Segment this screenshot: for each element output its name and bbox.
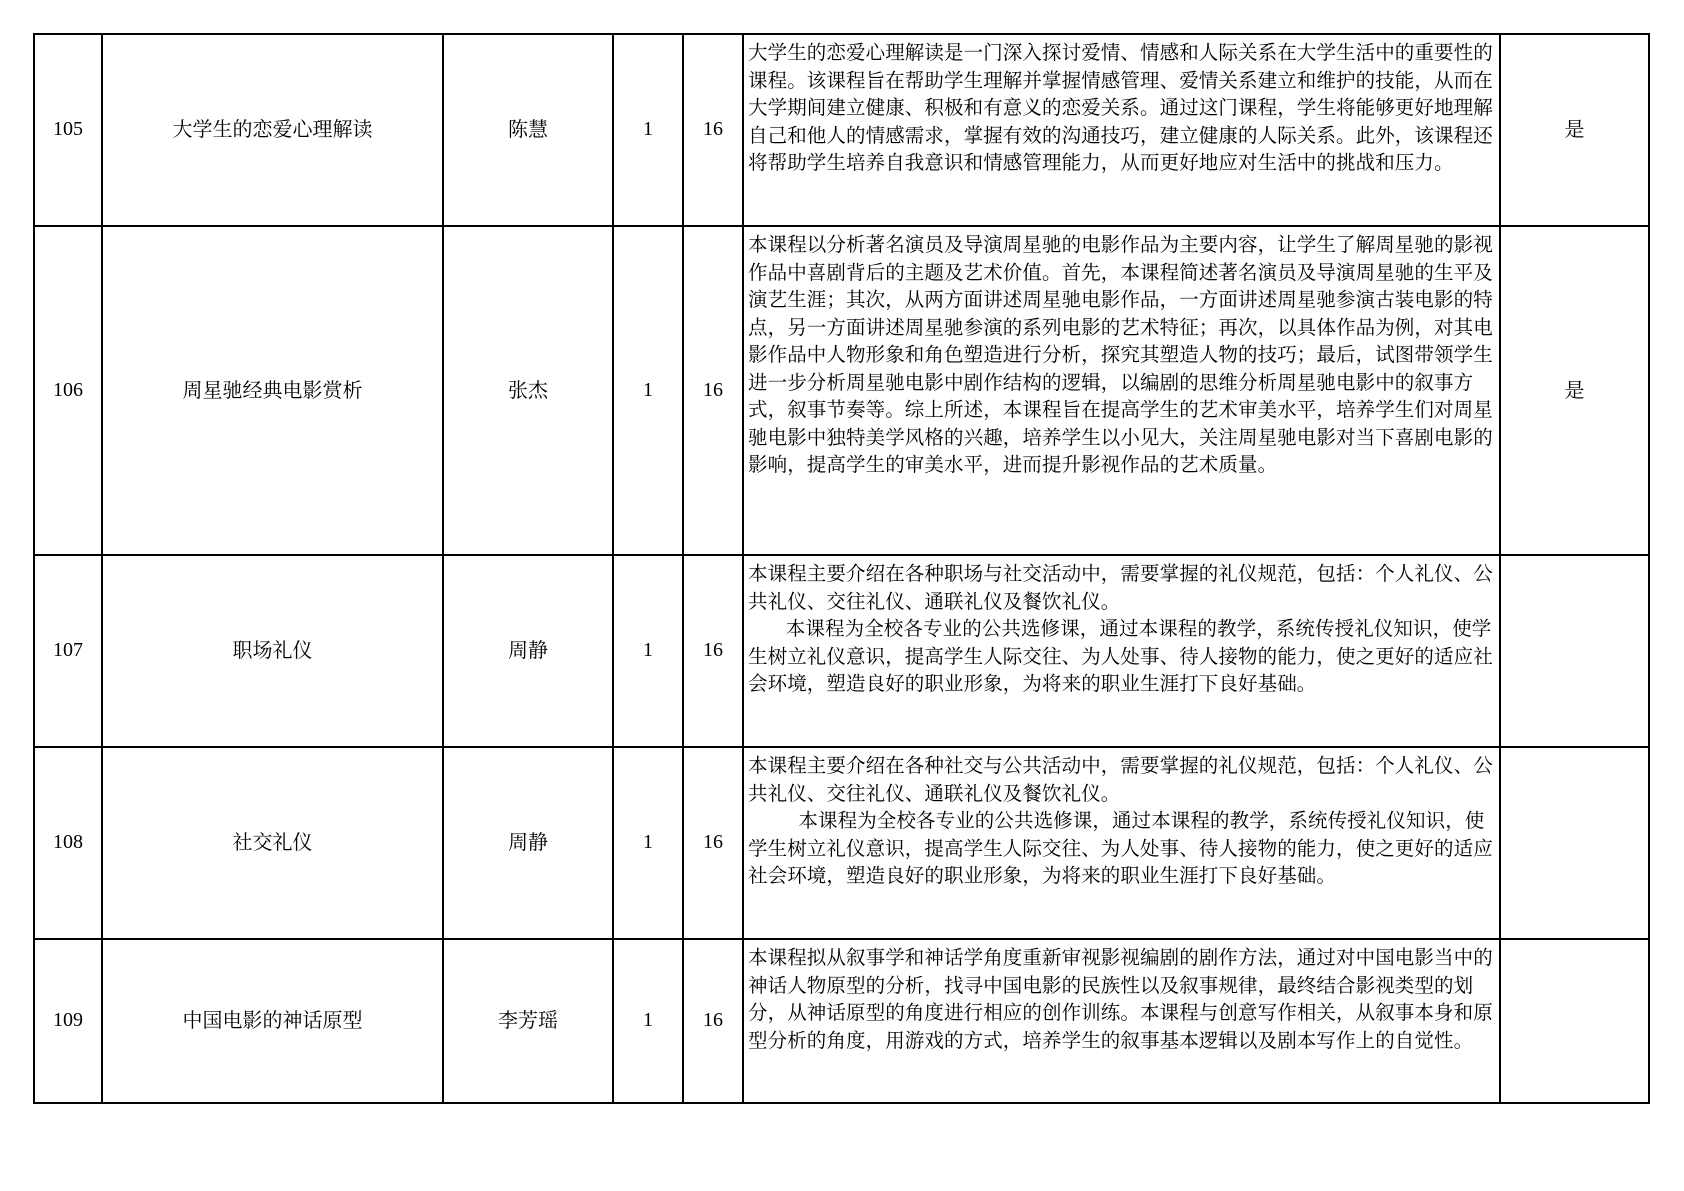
mark-cell: 是 — [1500, 226, 1649, 555]
course-name: 大学生的恋爱心理解读 — [102, 34, 443, 226]
row-index: 106 — [34, 226, 102, 555]
course-description: 本课程拟从叙事学和神话学角度重新审视影视编剧的剧作方法，通过对中国电影当中的神话人物原型的分析，找寻中国电影的民族性以及叙事规律，最终结合影视类型的划分，从神话原型的角度进行相应的创作训练。本课程与创意写作相关，从叙事本身和原型分析的角度，用游戏的方式，培养学生的叙事基本逻辑以及剧本写作上的自觉性。 — [743, 939, 1500, 1103]
row-index: 107 — [34, 555, 102, 747]
course-description: 本课程主要介绍在各种社交与公共活动中，需要掌握的礼仪规范，包括：个人礼仪、公共礼仪、交往礼仪、通联礼仪及餐饮礼仪。 本课程为全校各专业的公共选修课，通过本课程的教学，系统传授礼仪知识，使学生树立礼仪意识，提高学生人际交往、为人处事、待人接物的能力，使之更好的适应社会环境，塑造良好的职业形象，为将来的职业生涯打下良好基础。 — [743, 747, 1500, 939]
teacher-name: 陈慧 — [443, 34, 613, 226]
credit-value: 1 — [613, 226, 683, 555]
table-row — [34, 555, 1649, 747]
table-row — [34, 747, 1649, 939]
row-index: 108 — [34, 747, 102, 939]
teacher-name: 周静 — [443, 555, 613, 747]
credit-value: 1 — [613, 34, 683, 226]
course-name: 中国电影的神话原型 — [102, 939, 443, 1103]
table-row — [34, 34, 1649, 226]
hours-value: 16 — [683, 226, 743, 555]
course-description: 本课程主要介绍在各种职场与社交活动中，需要掌握的礼仪规范，包括：个人礼仪、公共礼仪、交往礼仪、通联礼仪及餐饮礼仪。 本课程为全校各专业的公共选修课，通过本课程的教学，系统传授礼仪知识，使学生树立礼仪意识，提高学生人际交往、为人处事、待人接物的能力，使之更好的适应社会环境，塑造良好的职业形象，为将来的职业生涯打下良好基础。 — [743, 555, 1500, 747]
mark-cell — [1500, 747, 1649, 939]
hours-value: 16 — [683, 939, 743, 1103]
course-name: 职场礼仪 — [102, 555, 443, 747]
hours-value: 16 — [683, 34, 743, 226]
course-description: 本课程以分析著名演员及导演周星驰的电影作品为主要内容，让学生了解周星驰的影视作品中喜剧背后的主题及艺术价值。首先，本课程简述著名演员及导演周星驰的生平及演艺生涯；其次，从两方面讲述周星驰电影作品，一方面讲述周星驰参演古装电影的特点，另一方面讲述周星驰参演的系列电影的艺术特征；再次，以具体作品为例，对其电影作品中人物形象和角色塑造进行分析，探究其塑造人物的技巧；最后，试图带领学生进一步分析周星驰电影中剧作结构的逻辑，以编剧的思维分析周星驰电影中的叙事方式，叙事节奏等。综上所述，本课程旨在提高学生的艺术审美水平，培养学生们对周星驰电影中独特美学风格的兴趣，培养学生以小见大，关注周星驰电影对当下喜剧电影的影响，提高学生的审美水平，进而提升影视作品的艺术质量。 — [743, 226, 1500, 555]
mark-cell: 是 — [1500, 34, 1649, 226]
mark-cell — [1500, 939, 1649, 1103]
teacher-name: 张杰 — [443, 226, 613, 555]
credit-value: 1 — [613, 555, 683, 747]
table-row — [34, 226, 1649, 555]
credit-value: 1 — [613, 939, 683, 1103]
course-name: 社交礼仪 — [102, 747, 443, 939]
course-description: 大学生的恋爱心理解读是一门深入探讨爱情、情感和人际关系在大学生活中的重要性的课程。该课程旨在帮助学生理解并掌握情感管理、爱情关系建立和维护的技能，从而在大学期间建立健康、积极和有意义的恋爱关系。通过这门课程，学生将能够更好地理解自己和他人的情感需求，掌握有效的沟通技巧，建立健康的人际关系。此外，该课程还将帮助学生培养自我意识和情感管理能力，从而更好地应对生活中的挑战和压力。 — [743, 34, 1500, 226]
teacher-name: 李芳瑶 — [443, 939, 613, 1103]
course-table — [33, 33, 1650, 1104]
table-row — [34, 939, 1649, 1103]
mark-cell — [1500, 555, 1649, 747]
hours-value: 16 — [683, 555, 743, 747]
row-index: 105 — [34, 34, 102, 226]
course-name: 周星驰经典电影赏析 — [102, 226, 443, 555]
hours-value: 16 — [683, 747, 743, 939]
credit-value: 1 — [613, 747, 683, 939]
teacher-name: 周静 — [443, 747, 613, 939]
row-index: 109 — [34, 939, 102, 1103]
